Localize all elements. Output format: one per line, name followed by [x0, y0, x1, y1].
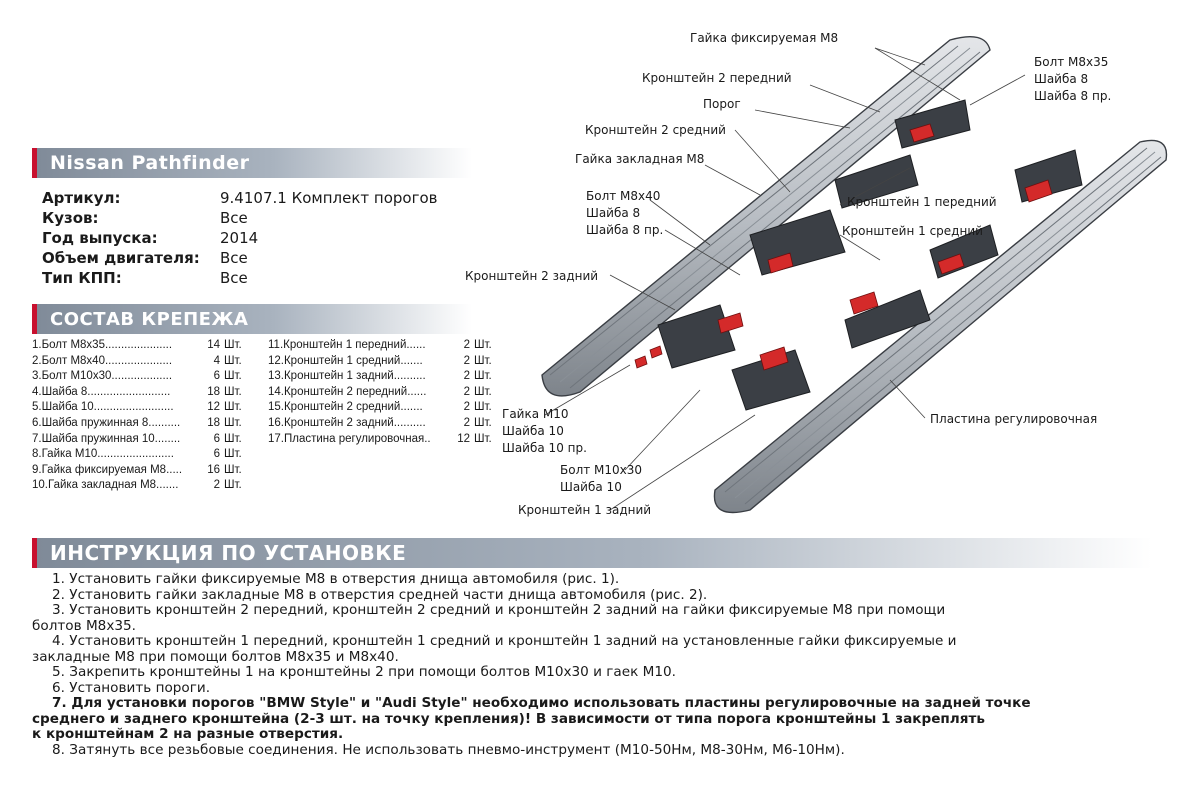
part-name: 9.Гайка фиксируемая М8..... [32, 463, 183, 476]
part-name: 4.Шайба 8.......................... [32, 385, 171, 398]
part-unit: Шт. [224, 479, 242, 492]
label-washer-10-a: Шайба 10 [502, 424, 564, 438]
part-unit: Шт. [224, 354, 242, 367]
label-bracket-1-middle: Кронштейн 1 средний [842, 224, 983, 238]
part-name: 8.Гайка М10........................ [32, 448, 174, 461]
label-washer-8-b: Шайба 8 [1034, 72, 1089, 86]
label-bracket-2-front: Кронштейн 2 передний [642, 71, 792, 85]
part-unit: Шт. [224, 385, 242, 398]
label-washer-8-spring-b: Шайба 8 пр. [1034, 89, 1112, 103]
label-bracket-1-front: Кронштейн 1 передний [847, 195, 997, 209]
part-qty: 2 [463, 339, 470, 351]
spec-value: Все [220, 269, 248, 287]
spec-label: Кузов: [42, 209, 99, 227]
part-name: 1.Болт М8х35..................... [32, 339, 173, 351]
part-qty: 2 [463, 354, 470, 367]
instruction-line-warning: 7. Для установки порогов "BMW Style" и "Audi Style" необходимо использовать пластины регулировочные на задней точке [52, 695, 1031, 711]
part-name: 15.Кронштейн 2 средний....... [268, 401, 423, 414]
part-qty: 2 [463, 385, 470, 398]
part-qty: 14 [207, 339, 220, 351]
page-title: Nissan Pathfinder [50, 152, 250, 174]
instruction-line: 6. Установить пороги. [52, 679, 211, 696]
spec-value: 9.4107.1 Комплект порогов [220, 189, 438, 207]
part-unit: Шт. [224, 463, 242, 476]
part-unit: Шт. [224, 339, 242, 351]
part-unit: Шт. [474, 401, 492, 414]
label-step: Порог [703, 97, 741, 111]
part-name: 2.Болт М8х40..................... [32, 354, 173, 367]
part-qty: 6 [213, 432, 220, 445]
label-bracket-2-rear: Кронштейн 2 задний [465, 269, 599, 283]
label-bracket-1-rear: Кронштейн 1 задний [518, 503, 652, 517]
label-bolt-m10x30: Болт М10х30 [560, 463, 643, 477]
spec-label: Объем двигателя: [42, 249, 200, 267]
list-item [32, 463, 256, 479]
parts-heading: СОСТАВ КРЕПЕЖА [50, 308, 249, 330]
label-bolt-m8x35: Болт М8х35 [1034, 55, 1109, 69]
part-unit: Шт. [474, 416, 492, 429]
part-unit: Шт. [224, 432, 242, 445]
list-item [32, 369, 256, 385]
label-adjusting-plate: Пластина регулировочная [930, 412, 1098, 426]
part-qty: 4 [213, 354, 220, 367]
instruction-line: 5. Закрепить кронштейны 1 на кронштейны 2 при помощи болтов М10х30 и гаек М10. [52, 664, 676, 680]
instruction-line: 4. Установить кронштейн 1 передний, кронштейн 1 средний и кронштейн 1 задний на установленные гайки фиксируемые и [52, 633, 957, 649]
part-name: 7.Шайба пружинная 10........ [32, 432, 181, 445]
label-fixed-nut-m8: Гайка фиксируемая М8 [690, 31, 839, 45]
label-washer-8-a: Шайба 8 [586, 206, 641, 220]
part-unit: Шт. [474, 385, 492, 398]
label-washer-10-b: Шайба 10 [560, 480, 622, 494]
parts-banner [32, 304, 472, 334]
part-qty: 2 [213, 479, 220, 492]
specs-table [42, 188, 437, 288]
instructions-banner [32, 538, 1152, 568]
part-unit: Шт. [224, 416, 242, 429]
instruction-line: 1. Установить гайки фиксируемые М8 в отверстия днища автомобиля (рис. 1). [52, 571, 620, 587]
spec-label: Год выпуска: [42, 229, 158, 247]
instructions-heading: ИНСТРУКЦИЯ ПО УСТАНОВКЕ [50, 541, 407, 565]
instruction-line: 8. Затянуть все резьбовые соединения. Не использовать пневмо-инструмент (М10-50Нм, М8-30Нм, М6-10Нм). [52, 741, 845, 758]
spec-row-article [42, 188, 437, 208]
list-item [32, 354, 256, 370]
parts-list-left [32, 338, 256, 494]
spec-label: Артикул: [42, 189, 121, 207]
part-name: 17.Пластина регулировочная.. [268, 432, 431, 445]
part-qty: 18 [207, 416, 220, 429]
part-name: 11.Кронштейн 1 передний...... [268, 339, 426, 351]
part-unit: Шт. [474, 339, 492, 351]
part-qty: 18 [207, 385, 220, 398]
part-qty: 6 [213, 448, 220, 461]
spec-row-year [42, 228, 437, 248]
part-qty: 6 [213, 370, 220, 383]
spec-value: Все [220, 249, 248, 267]
label-bracket-2-middle: Кронштейн 2 средний [585, 123, 726, 137]
spec-row-engine [42, 248, 437, 268]
part-unit: Шт. [474, 354, 492, 367]
instruction-line: 3. Установить кронштейн 2 передний, кронштейн 2 средний и кронштейн 2 задний на гайки фиксируемые М8 при помощи [52, 602, 946, 618]
part-name: 3.Болт М10х30................... [32, 370, 173, 383]
instruction-line: закладные М8 при помощи болтов М8х35 и М8х40. [32, 648, 399, 665]
part-unit: Шт. [224, 370, 242, 383]
exploded-diagram [450, 20, 1200, 530]
instruction-line: 2. Установить гайки закладные М8 в отверстия средней части днища автомобиля (рис. 2). [52, 586, 708, 603]
list-item [32, 416, 256, 432]
label-bolt-m8x40: Болт М8х40 [586, 189, 661, 203]
part-name: 6.Шайба пружинная 8.......... [32, 416, 181, 429]
part-qty: 16 [207, 463, 220, 476]
part-qty: 12 [207, 401, 220, 414]
part-unit: Шт. [224, 448, 242, 461]
part-qty: 2 [463, 370, 470, 383]
instruction-line-warning: среднего и заднего кронштейна (2-3 шт. на точку крепления)! В зависимости от типа порога кронштейны 1 закреплять [32, 710, 985, 727]
spec-row-gearbox [42, 268, 437, 288]
label-washer-10-spring: Шайба 10 пр. [502, 441, 587, 455]
part-unit: Шт. [474, 432, 492, 445]
part-name: 13.Кронштейн 1 задний.......... [268, 370, 426, 383]
list-item [32, 478, 256, 494]
list-item [32, 432, 256, 448]
part-unit: Шт. [224, 401, 242, 414]
part-name: 12.Кронштейн 1 средний....... [268, 354, 423, 367]
part-name: 5.Шайба 10......................... [32, 401, 174, 414]
spec-label: Тип КПП: [42, 269, 122, 287]
instructions-list [32, 572, 1172, 758]
list-item [32, 447, 256, 463]
part-name: 16.Кронштейн 2 задний.......... [268, 416, 426, 429]
part-name: 14.Кронштейн 2 передний...... [268, 385, 427, 398]
list-item [32, 385, 256, 401]
title-banner [32, 148, 472, 178]
spec-value: 2014 [220, 229, 259, 247]
label-washer-8-spring-a: Шайба 8 пр. [586, 223, 664, 237]
spec-row-body [42, 208, 437, 228]
part-qty: 12 [457, 432, 470, 445]
instruction-line: болтов М8х35. [32, 617, 136, 634]
list-item [32, 400, 256, 416]
list-item [32, 338, 256, 354]
spec-value: Все [220, 209, 248, 227]
instruction-line-warning: к кронштейнам 2 на разные отверстия. [32, 726, 344, 742]
part-name: 10.Гайка закладная М8....... [32, 479, 179, 492]
label-nut-m10: Гайка М10 [502, 407, 569, 421]
label-insert-nut-m8: Гайка закладная М8 [575, 152, 705, 166]
part-qty: 2 [463, 416, 470, 429]
part-qty: 2 [463, 401, 470, 414]
part-unit: Шт. [474, 370, 492, 383]
